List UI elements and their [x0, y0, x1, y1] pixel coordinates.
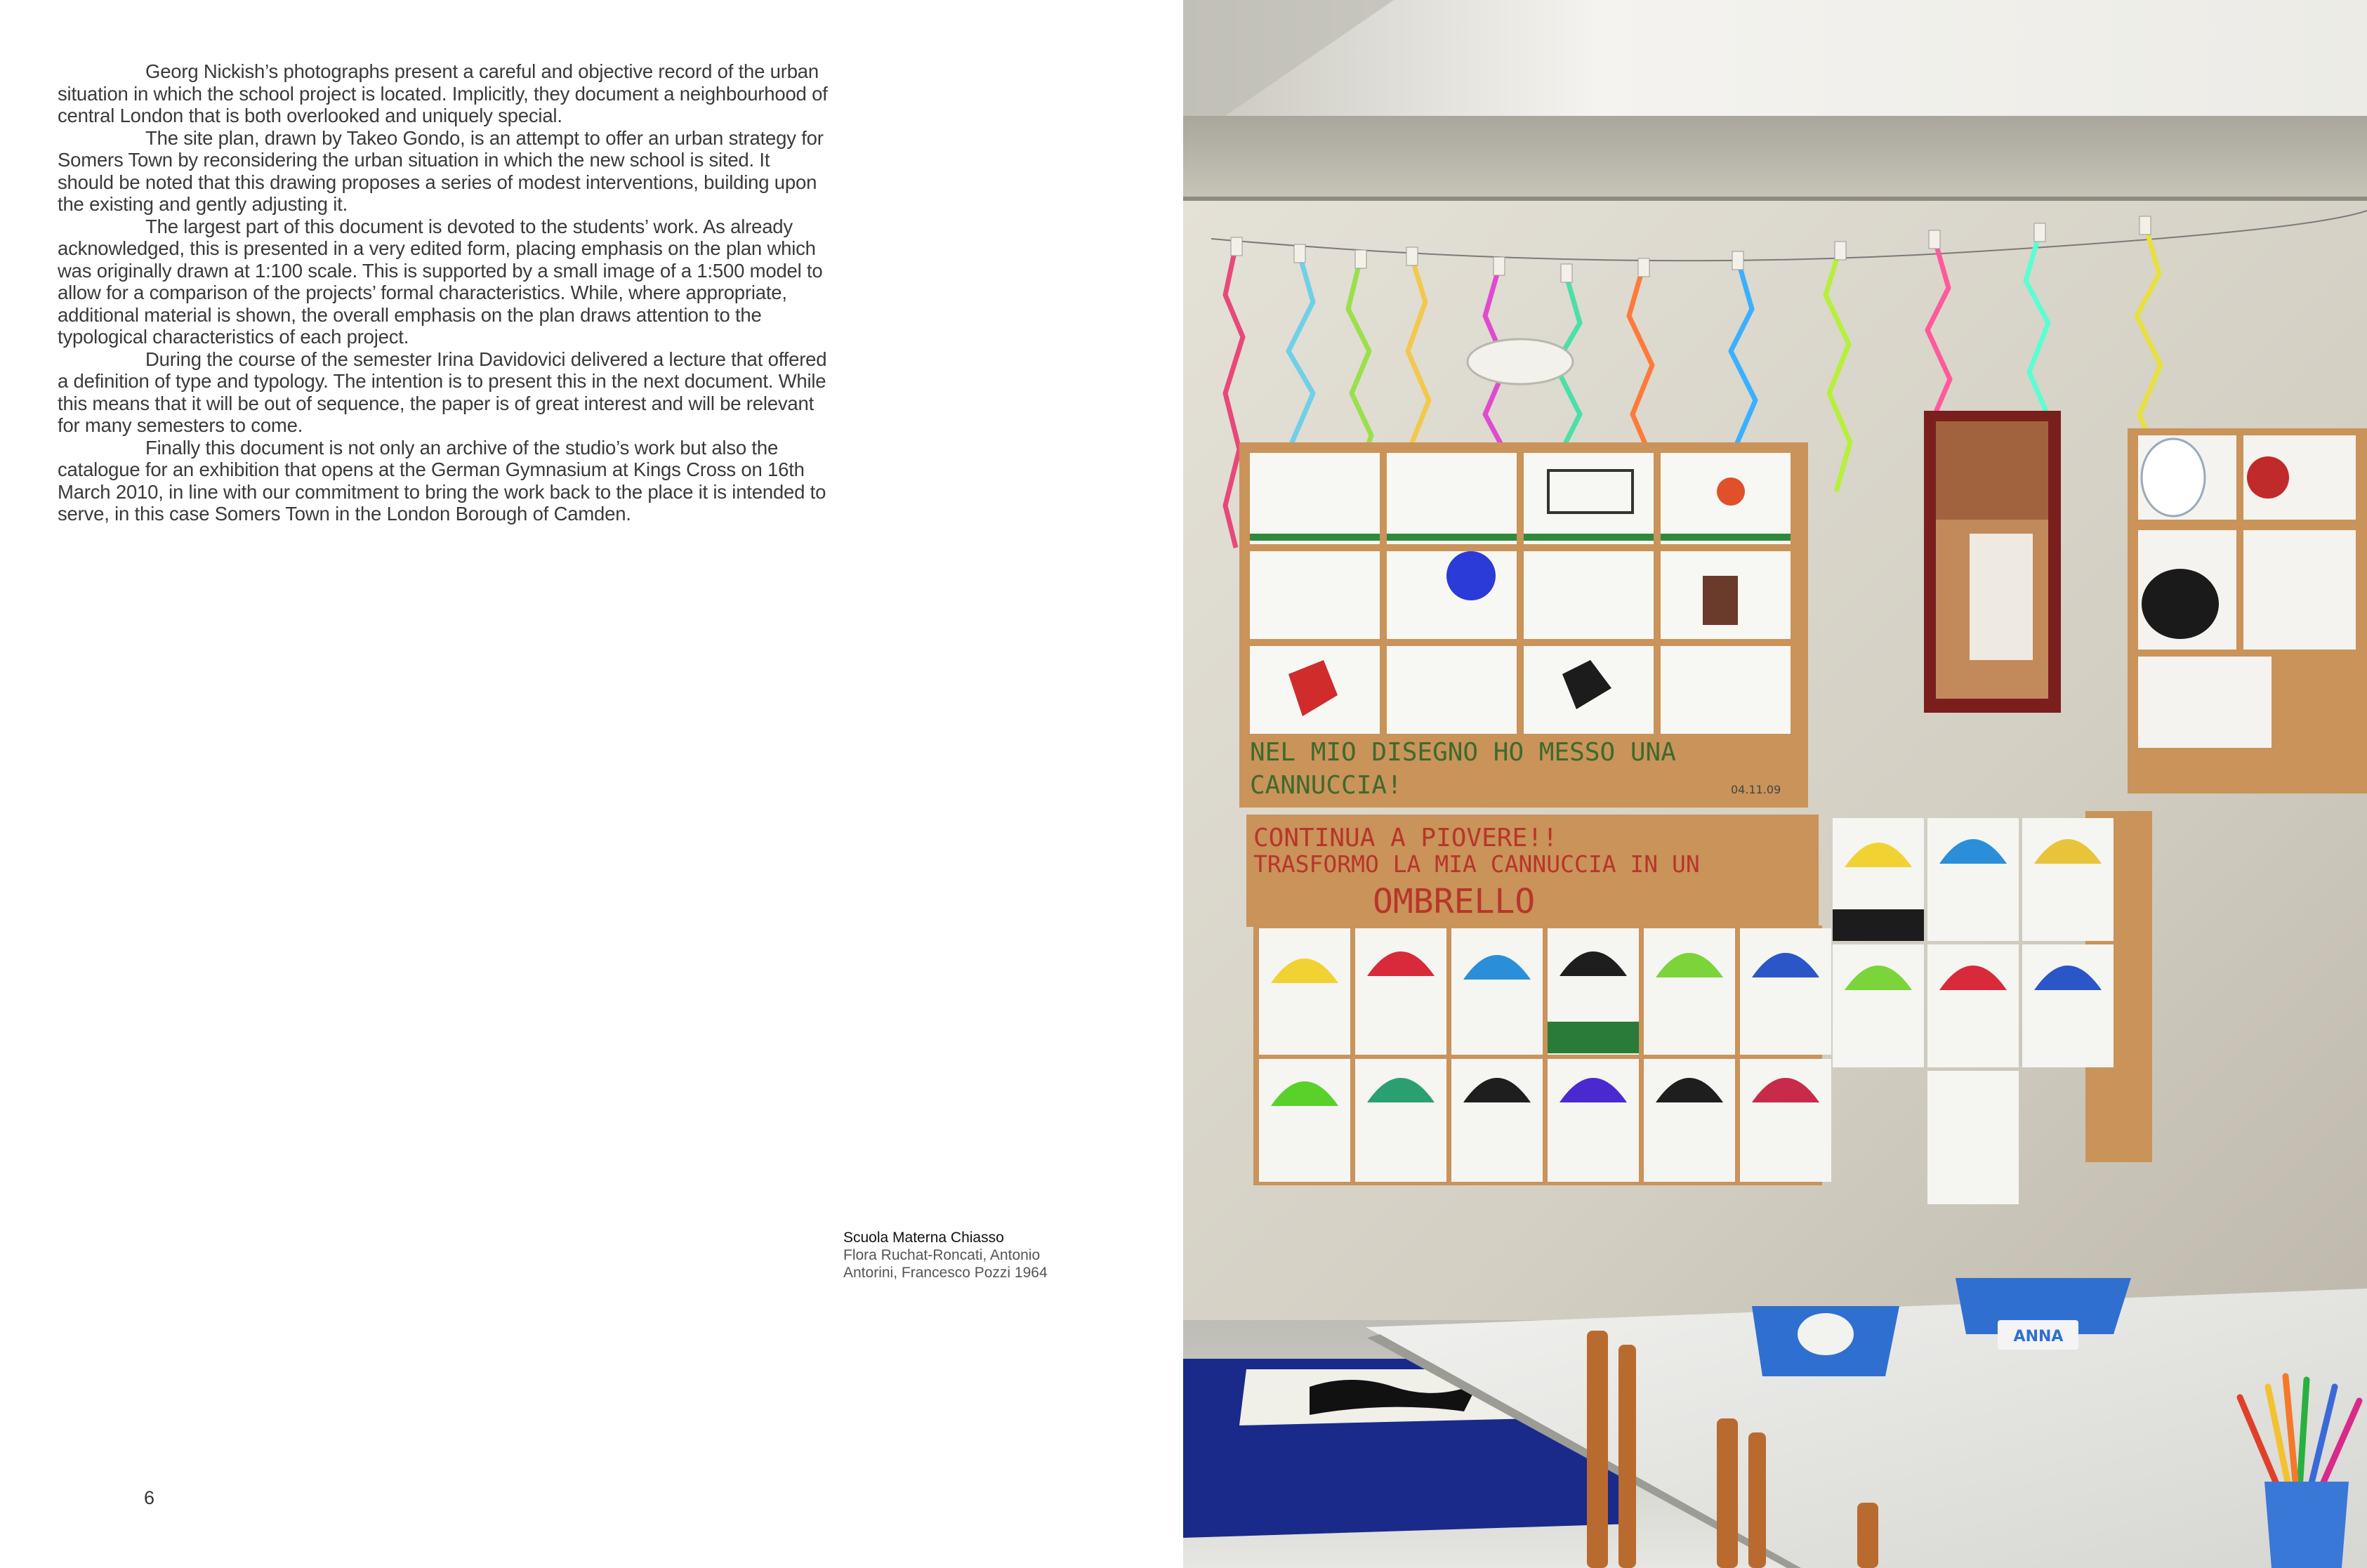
- drawing-sheet: [2243, 530, 2356, 650]
- paragraph: During the course of the semester Irina Davidovici delivered a lecture that offered a definition of type and typology. The intention is to present this in the next document. While this means that it will be out of sequence, the paper is of great interest and will be relevant for many semesters to come.: [58, 348, 827, 436]
- sign-date: 04.11.09: [1731, 783, 1781, 796]
- drawing-sheet: [2138, 657, 2272, 748]
- sign-text-line: NEL MIO DISEGNO HO MESSO UNA: [1250, 738, 1676, 767]
- paragraph: Finally this document is not only an archive of the studio’s work but also the catalogue for an exhibition that opens at the German Gymnasium at Kings Cross on 16th March 2010, in line with our commitment to bring the work back to the place it is intended to serve, in this case Somers Town in the London Borough of Camden.: [58, 436, 826, 525]
- hanging-paper: [2142, 439, 2205, 516]
- sign-text-line: OMBRELLO: [1373, 882, 1536, 921]
- drawing-blob: [2142, 569, 2219, 639]
- classroom-photo: [1183, 0, 2367, 1568]
- sign-text-line: CONTINUA A PIOVERE!!: [1253, 824, 1558, 852]
- body-text: [58, 60, 830, 525]
- concrete-beam: [1183, 116, 2367, 200]
- photo-illustration: [1183, 0, 2367, 1568]
- page-number: 6: [144, 1487, 155, 1508]
- paragraph: The largest part of this document is devoted to the students’ work. As already acknowledged, this is presented in a very edited form, placing emphasis on the plan which was originally drawn at 1:100 scale. This is supported by a small image of a 1:500 model to allow for a comparison of the projects’ formal characteristics. While, where appropriate, additional material is shown, the overall emphasis on the plan draws attention to the typological characteristics of each project.: [58, 215, 823, 348]
- caption-title: Scuola Materna Chiasso: [843, 1230, 1004, 1246]
- text-page: [0, 0, 1183, 1568]
- beam-edge: [1183, 197, 2367, 201]
- basket-item: [1798, 1313, 1854, 1355]
- sign-text-line: TRASFORMO LA MIA CANNUCCIA IN UN: [1253, 850, 1700, 878]
- paragraph: The site plan, drawn by Takeo Gondo, is an attempt to offer an urban strategy for Somers Town by reconsidering the urban situation in which the new school is sited. It should be noted that this drawing proposes a series of modest interventions, building upon the existing and gently adjusting it.: [58, 126, 824, 215]
- wall-lamp: [1468, 339, 1573, 384]
- window-shadow: [1936, 421, 2048, 520]
- caption-credit-line: Antorini, Francesco Pozzi 1964: [843, 1265, 1048, 1281]
- paragraph: Georg Nickish’s photographs present a careful and objective record of the urban situation in which the school project is located. Implicitly, they document a neighbourhood of central London that is both overlooked and uniquely special.: [58, 60, 828, 126]
- caption-credit-line: Flora Ruchat-Roncati, Antonio: [843, 1247, 1041, 1263]
- sign-text-line: CANNUCCIA!: [1250, 771, 1402, 800]
- drawing-blob: [2247, 456, 2289, 499]
- photo-caption: [843, 1229, 1138, 1282]
- window-reflection: [1970, 534, 2033, 660]
- name-label-text: ANNA: [2013, 1328, 2064, 1345]
